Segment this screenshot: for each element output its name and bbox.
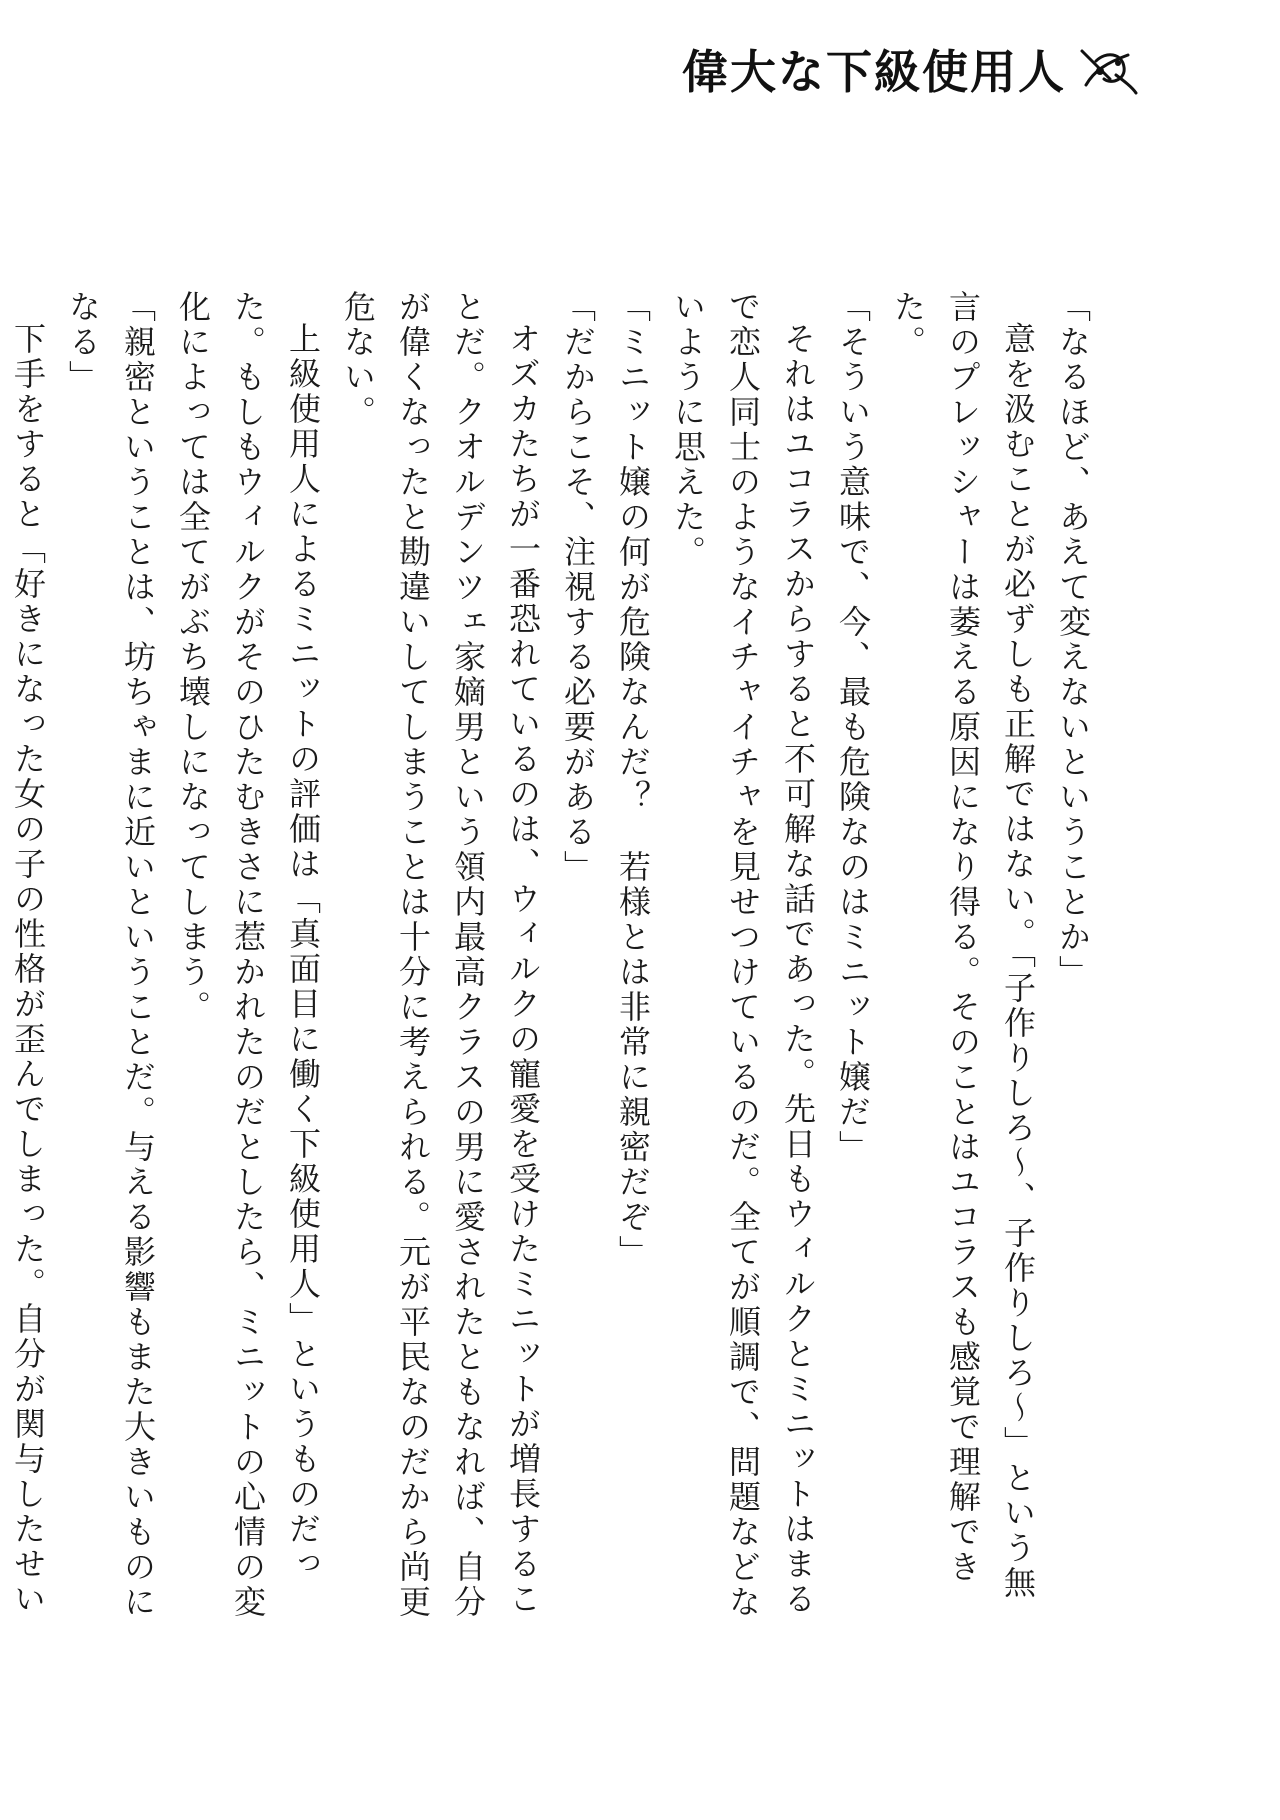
paragraph: 「なるほど、あえて変えないということか」 bbox=[1054, 290, 1092, 990]
paragraph: 「だからこそ、注視する必要がある」 bbox=[559, 290, 597, 885]
running-header bbox=[682, 36, 1140, 102]
paragraph: 「ミニット嬢の何が危険なんだ？ 若様とは非常に親密だぞ」 bbox=[614, 290, 652, 1270]
paragraph: オズカたちが一番恐れているのは、ウィルクの寵愛を受けたミニットが増長することだ。クオルデンツェ家嫡男という領内最高クラスの男に愛されたともなれば、自分が偉くなったと勘違いしてしまうことは十分に考えられる。元が平民なのだから尚更危ない。 bbox=[339, 290, 542, 1620]
paragraph: それはユコラスからすると不可解な話であった。先日もウィルクとミニットはまるで恋人同士のようなイチャイチャを見せつけているのだ。全てが順調で、問題などないように思えた。 bbox=[669, 290, 817, 1620]
paragraph: 意を汲むことが必ずしも正解ではない。「子作りしろ〜、子作りしろ〜」という無言のプレッシャーは萎える原因になり得る。そのことはユコラスも感覚で理解できた。 bbox=[889, 290, 1037, 1601]
running-title: 偉大な下級使用人 bbox=[682, 45, 1066, 99]
body-text bbox=[9, 290, 1100, 1630]
paragraph: 「そういう意味で、今、最も危険なのはミニット嬢だ」 bbox=[834, 290, 872, 1165]
paragraph: 上級使用人によるミニットの評価は「真面目に働く下級使用人」というものだった。もしもウィルクがそのひたむきさに惹かれたのだとしたら、ミニットの心情の変化によっては全てがぶち壊しになってしまう。 bbox=[174, 290, 322, 1620]
ornament-icon bbox=[1076, 41, 1140, 97]
paragraph: 下手をすると「好きになった女の子の性格が歪んでしまった。自分が関与したせい bbox=[9, 322, 47, 1617]
paragraph: 「親密ということは、坊ちゃまに近いということだ。与える影響もまた大きいものになる」 bbox=[64, 290, 157, 1620]
